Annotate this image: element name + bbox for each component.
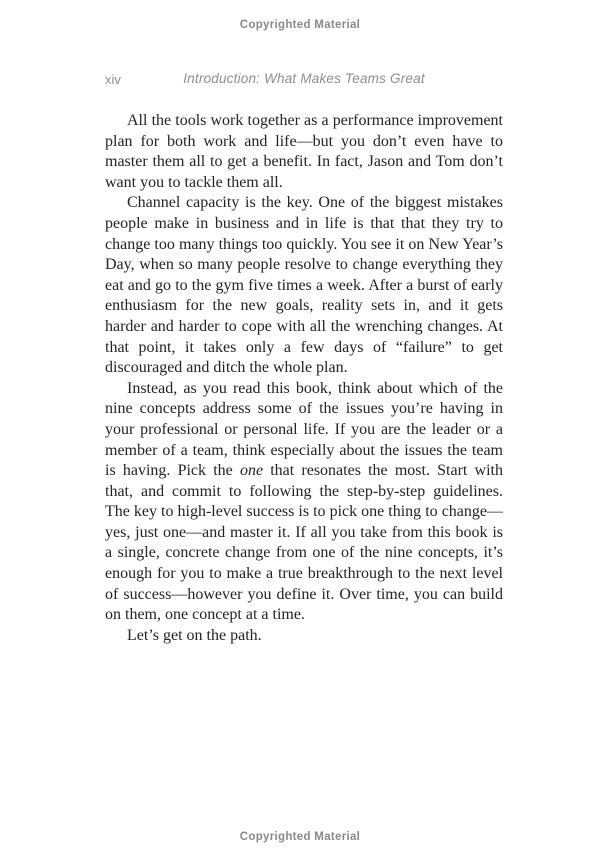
copyright-notice-bottom: Copyrighted Material — [239, 831, 361, 843]
paragraph-4: Let’s get on the path. — [127, 626, 262, 644]
page-header — [105, 71, 503, 89]
paragraph-2: Channel capacity is the key. One of the biggest mistakes people make in business and in life is that that they try to change too many things too quickly. You see it on New Year’s Day, when so many people resolve to change everything they eat and go to the gym five times a week. After a burst of early enthusiasm for the new goals, reality sets in, and it gets harder and harder to cope with all the wrenching changes. At that point, it takes only a few days of “failure” to get discouraged and ditch the whole plan. — [105, 194, 503, 377]
page-number: xiv — [105, 72, 121, 87]
paragraph-3-segment-post: that resonates the most. Start with that, and commit to following the step-by-step guidelines. The key to high-level success is to pick one thing to change—yes, just one—and master it. If all you take from this book is a single, concrete change from one of the nine concepts, it’s enough for you to make a true breakthrough to the next level of success—however you define it. Over time, you can build on them, one concept at a time. — [105, 462, 503, 624]
copyright-notice-top: Copyrighted Material — [239, 19, 361, 31]
paragraph-3-italic-word: one — [239, 462, 264, 480]
running-title: Introduction: What Makes Teams Great — [183, 71, 425, 86]
paragraph-1: All the tools work together as a performance improvement plan for both work and life—but you don’t even have to master them all to get a benefit. In fact, Jason and Tom don’t want you to tackle them all. — [105, 112, 503, 191]
paragraph-3 — [105, 379, 503, 626]
body-text — [105, 111, 503, 646]
paragraph-3-segment-pre: Instead, as you read this book, think about which of the nine concepts address some of the issues you’re having in your professional or personal life. If you are the leader or a member of a team, think especially about the issues the team is having. Pick the — [105, 379, 503, 480]
